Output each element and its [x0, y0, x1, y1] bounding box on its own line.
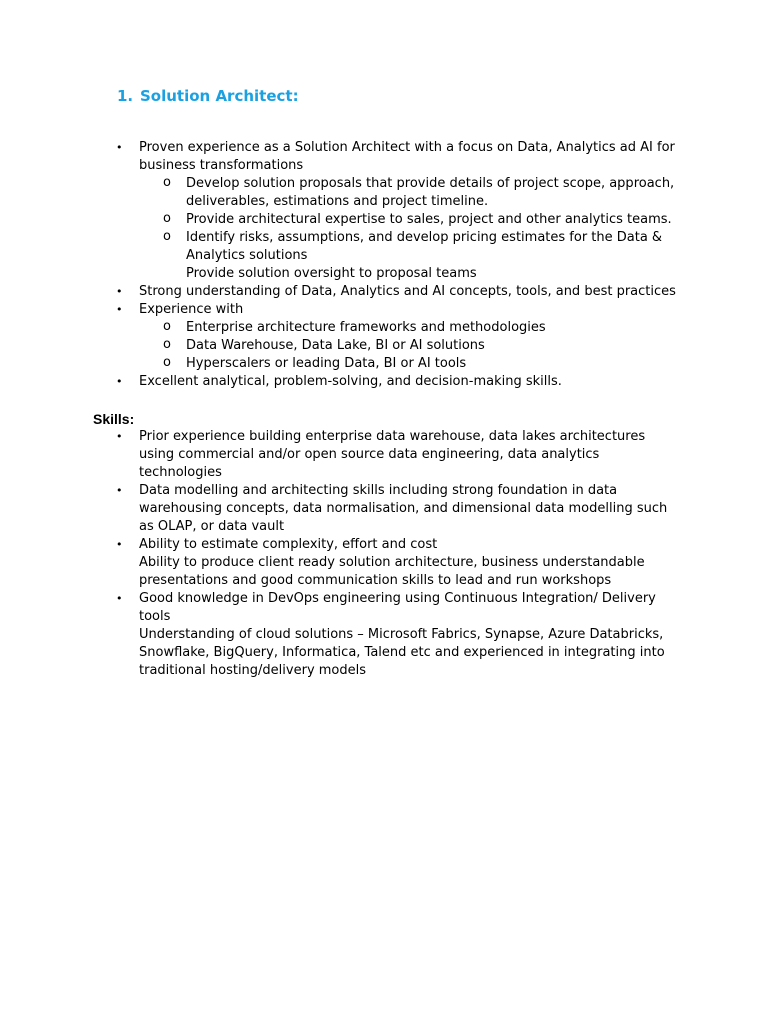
bullet-icon: • [116, 141, 123, 154]
sub-list-item [0, 211, 768, 229]
list-item-text: Experience with [139, 302, 244, 317]
list-item [0, 283, 768, 301]
bullet-icon: • [116, 375, 123, 388]
skills-heading: Skills: [93, 411, 135, 427]
list-item [0, 139, 768, 175]
circle-bullet-icon: o [163, 355, 171, 370]
bullet-icon: • [116, 538, 123, 551]
bullet-icon: • [116, 484, 123, 497]
circle-bullet-icon: o [163, 319, 171, 334]
sub-list-item [0, 319, 768, 337]
circle-bullet-icon: o [163, 337, 171, 352]
list-item-text: Excellent analytical, problem-solving, and decision-making skills. [139, 374, 562, 389]
bullet-icon: • [116, 592, 123, 605]
heading-number: 1. [117, 87, 134, 105]
sub-list-item [0, 229, 768, 265]
circle-bullet-icon: o [163, 229, 171, 244]
circle-bullet-icon: o [163, 211, 171, 226]
circle-bullet-icon: o [163, 175, 171, 190]
sub-list-item-text: Provide architectural expertise to sales, project and other analytics teams. [186, 212, 672, 227]
list-item [0, 301, 768, 319]
bullet-icon: • [116, 303, 123, 316]
list-item-text: Ability to estimate complexity, effort and cost [139, 537, 438, 552]
sub-list-item-text: Data Warehouse, Data Lake, BI or AI solutions [186, 338, 485, 353]
list-item-text: Proven experience as a Solution Architect with a focus on Data, Analytics ad AI for business transformations [139, 140, 675, 173]
list-item [0, 590, 768, 626]
list-item [0, 373, 768, 391]
list-item [0, 536, 768, 554]
sub-list-item-text: Identify risks, assumptions, and develop pricing estimates for the Data & Analytics solutions [186, 230, 663, 263]
sub-list-item [0, 337, 768, 355]
bullet-icon: • [116, 430, 123, 443]
skills-list [0, 428, 768, 680]
sub-list-item-text: Enterprise architecture frameworks and methodologies [186, 320, 546, 335]
section-heading [117, 86, 299, 106]
list-item-text: Prior experience building enterprise data warehouse, data lakes architectures using commercial and/or open source data engineering, data analytics technologies [139, 429, 646, 480]
list-item-continuation: Ability to produce client ready solution architecture, business understandable presentations and good communication skills to lead and run workshops [139, 555, 645, 588]
list-item-text: Good knowledge in DevOps engineering using Continuous Integration/ Delivery tools [139, 591, 656, 624]
list-item-text: Strong understanding of Data, Analytics and AI concepts, tools, and best practices [139, 284, 676, 299]
sub-list-item [0, 175, 768, 211]
list-item [0, 428, 768, 482]
role-requirements-list [0, 139, 768, 391]
sub-list-item [0, 355, 768, 373]
list-item-text: Data modelling and architecting skills including strong foundation in data warehousing concepts, data normalisation, and dimensional data modelling such as OLAP, or data vault [139, 483, 668, 534]
sub-list-item-text: Hyperscalers or leading Data, BI or AI tools [186, 356, 467, 371]
sub-list-item-text: Develop solution proposals that provide details of project scope, approach, deliverables, estimations and project timeline. [186, 176, 675, 209]
heading-title: Solution Architect: [140, 87, 299, 105]
bullet-icon: • [116, 285, 123, 298]
sub-list-item-continuation: Provide solution oversight to proposal teams [186, 266, 477, 281]
list-item [0, 482, 768, 536]
list-item-continuation: Understanding of cloud solutions – Microsoft Fabrics, Synapse, Azure Databricks, Snowflake, BigQuery, Informatica, Talend etc and experienced in integrating into traditional hosting/delivery models [139, 627, 665, 678]
